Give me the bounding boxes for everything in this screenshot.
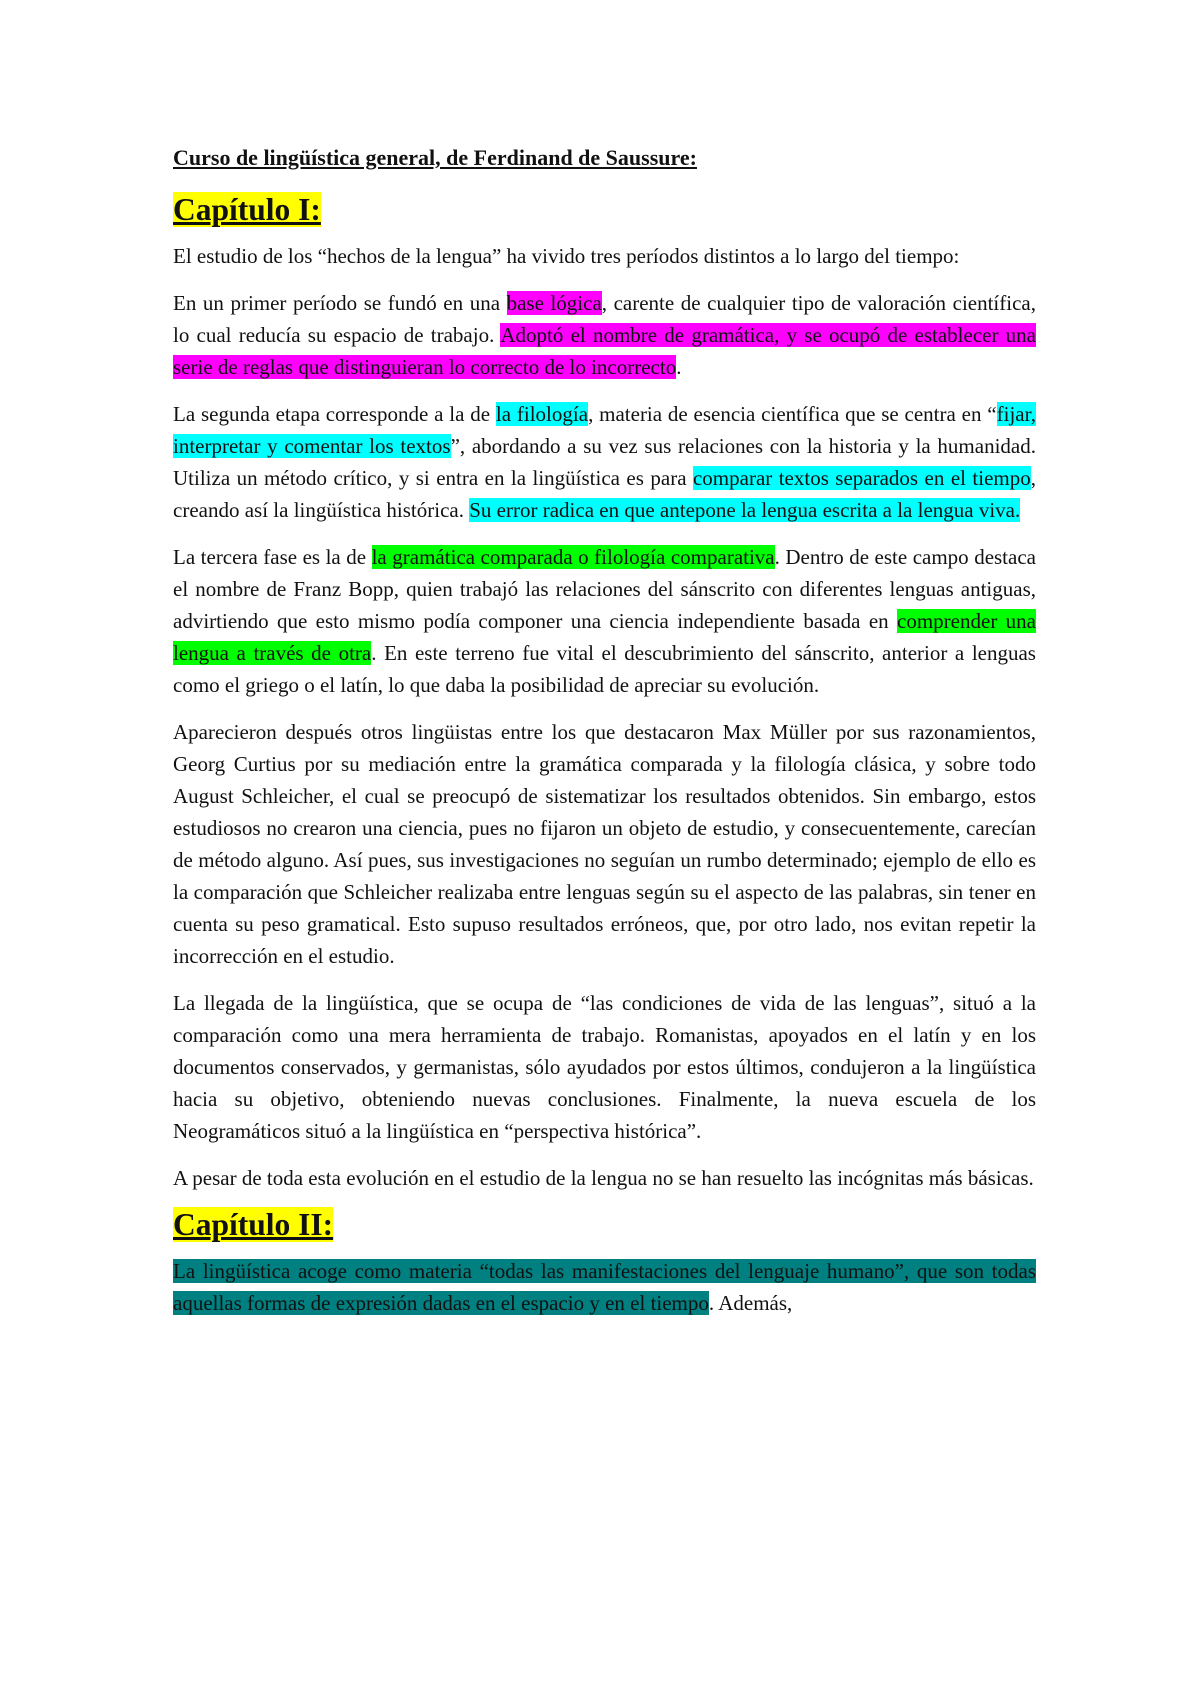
- text-run: , carente de cualquier tipo de valoración científica, lo cual reducía su espacio de trabajo.: [173, 291, 1036, 347]
- text-run: .: [676, 355, 682, 379]
- highlight-magenta: base lógica: [506, 291, 602, 315]
- document-title: Curso de lingüística general, de Ferdinand de Saussure:: [173, 145, 697, 170]
- chapter-1-paragraph-2: [173, 287, 1036, 383]
- text-run: , materia de esencia científica que se centra en “: [588, 402, 997, 426]
- chapter-1-paragraph-4: [173, 541, 1036, 701]
- text-run: . Dentro de este campo destaca el nombre de Franz Bopp, quien trabajó las relaciones del sánscrito con diferentes lenguas antiguas, advirtiendo que esto mismo podía componer una ciencia independiente basada en: [173, 545, 1036, 633]
- chapter-2-paragraph-1: [173, 1255, 1036, 1319]
- chapter-1-paragraph-7: A pesar de toda esta evolución en el estudio de la lengua no se han resuelto las incógnitas más básicas.: [173, 1166, 1034, 1190]
- chapter-1-heading-text: Capítulo I:: [173, 192, 321, 227]
- text-run: ”, abordando a su vez sus relaciones con la historia y la humanidad. Utiliza un método crítico, y si entra en la lingüística es para: [173, 434, 1036, 490]
- chapter-1-paragraph-6: La llegada de la lingüística, que se ocupa de “las condiciones de vida de las lenguas”, situó a la comparación como una mera herramienta de trabajo. Romanistas, apoyados en el latín y en los documentos conservados, y germanistas, sólo ayudados por estos últimos, condujeron a la lingüística hacia su objetivo, obteniendo nuevas conclusiones. Finalmente, la nueva escuela de los Neogramáticos situó a la lingüística en “perspectiva histórica”.: [173, 991, 1036, 1143]
- text-run: . En este terreno fue vital el descubrimiento del sánscrito, anterior a lenguas como el griego o el latín, lo que daba la posibilidad de apreciar su evolución.: [173, 641, 1036, 697]
- text-run: , creando así la lingüística histórica.: [173, 466, 1037, 522]
- chapter-1-paragraph-1: El estudio de los “hechos de la lengua” ha vivido tres períodos distintos a lo largo del tiempo:: [173, 244, 960, 268]
- chapter-1-heading: [173, 194, 1036, 226]
- highlight-green: comprender una lengua a través de otra: [173, 609, 1036, 665]
- highlight-magenta: Adoptó el nombre de gramática, y se ocupó de establecer una serie de reglas que distinguieran lo correcto de lo incorrecto: [173, 323, 1036, 379]
- highlight-green: la gramática comparada o filología comparativa: [371, 545, 775, 569]
- document-page: [173, 140, 1036, 1334]
- text-run: La tercera fase es la de: [173, 545, 372, 569]
- highlight-cyan: la filología: [495, 402, 589, 426]
- chapter-1-paragraph-3: [173, 398, 1036, 526]
- chapter-1-paragraph-5: Aparecieron después otros lingüistas entre los que destacaron Max Müller por sus razonamientos, Georg Curtius por su mediación entre la gramática comparada y la filología clásica, y sobre todo August Schleicher, el cual se preocupó de sistematizar los resultados obtenidos. Sin embargo, estos estudiosos no crearon una ciencia, pues no fijaron un objeto de estudio, y consecuentemente, carecían de método alguno. Así pues, sus investigaciones no seguían un rumbo determinado; ejemplo de ello es la comparación que Schleicher realizaba entre lenguas según su el aspecto de las palabras, sin tener en cuenta su peso gramatical. Esto supuso resultados erróneos, que, por otro lado, nos evitan repetir la incorrección en el estudio.: [173, 720, 1036, 968]
- text-run: En un primer período se fundó en una: [173, 291, 507, 315]
- chapter-2-heading: [173, 1209, 1036, 1241]
- highlight-cyan: fijar, interpretar y comentar los textos: [173, 402, 1037, 458]
- text-run: . Además,: [708, 1291, 793, 1315]
- highlight-cyan: comparar textos separados en el tiempo: [692, 466, 1031, 490]
- highlight-cyan: Su error radica en que antepone la lengua escrita a la lengua viva.: [469, 498, 1021, 522]
- chapter-2-heading-text: Capítulo II:: [173, 1207, 334, 1242]
- highlight-teal: La lingüística acoge como materia “todas las manifestaciones del lenguaje humano”, que son todas aquellas formas de expresión dadas en el espacio y en el tiempo: [173, 1259, 1036, 1315]
- text-run: La segunda etapa corresponde a la de: [173, 402, 496, 426]
